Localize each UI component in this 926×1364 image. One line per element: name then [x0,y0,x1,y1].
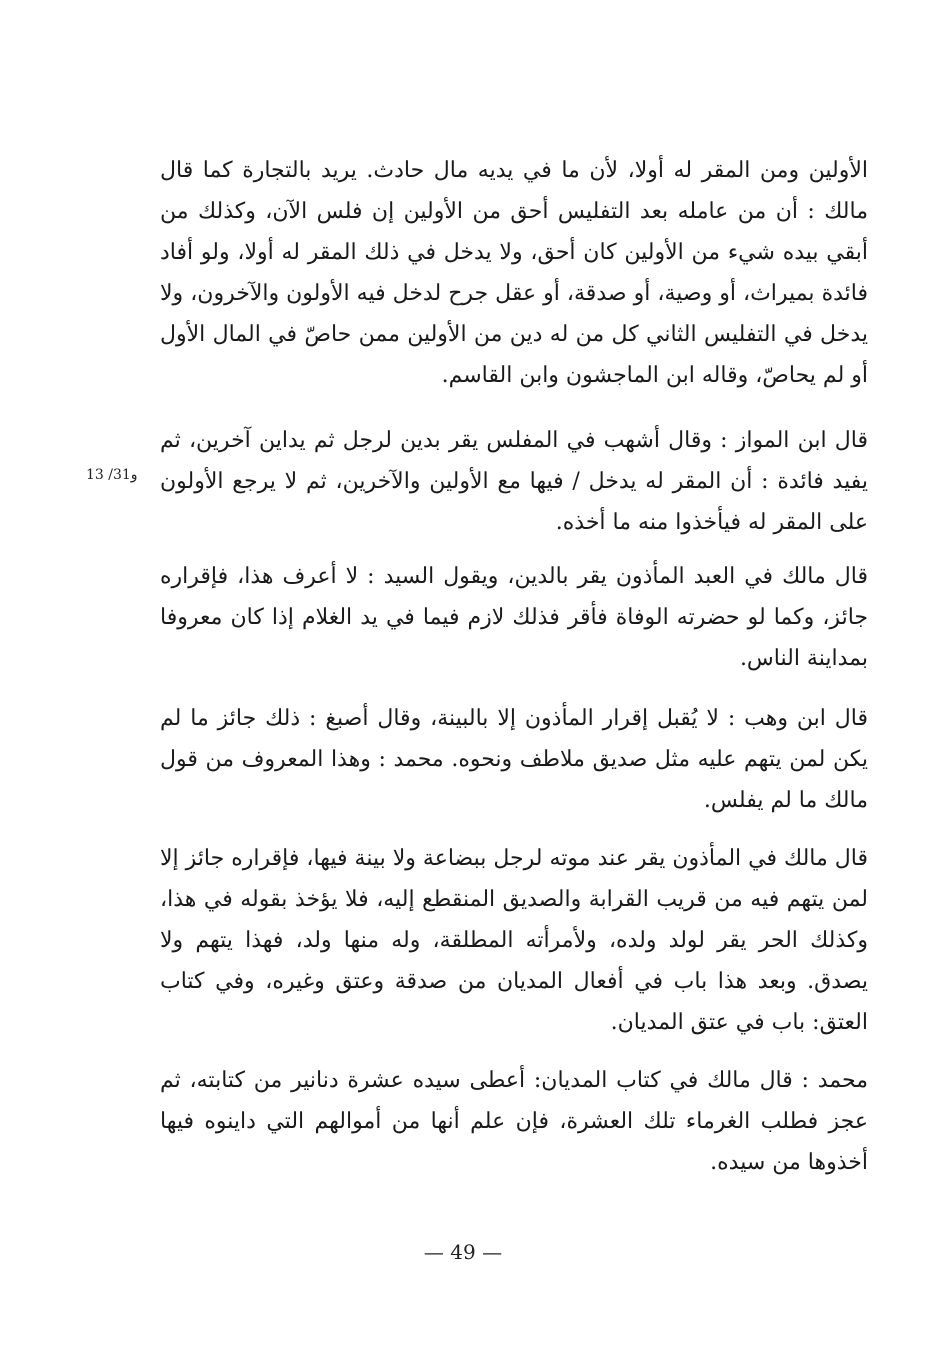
paragraph-2: قال ابن المواز : وقال أشهب في المفلس يقر بدين لرجل ثم يداين آخرين، ثم يفيد فائدة : أن المقر له يدخل / فيها مع الأولين والآخرين، ثم لا يرجع الأولون على المقر له فيأخذوا منه ما أخذه. [160,428,868,535]
paragraph-4-block [160,698,868,821]
paragraph-3: قال مالك في العبد المأذون يقر بالدين، ويقول السيد : لا أعرف هذا، فإقراره جائز، وكما لو حضرته الوفاة فأقر فذلك لازم فيما في يد الغلام إذا كان معروفا بمداينة الناس. [160,564,868,671]
paragraph-6: محمد : قال مالك في كتاب المديان: أعطى سيده عشرة دنانير من كتابته، ثم عجز فطلب الغرماء تلك العشرة، فإن علم أنها من أموالهم التي داينوه فيها أخذوها من سيده. [160,1068,868,1175]
paragraph-3-block [160,556,868,679]
paragraph-2-block [160,420,868,543]
paragraph-5-block [160,838,868,1043]
paragraph-1: الأولين ومن المقر له أولا، لأن ما في يديه مال حادث. يريد بالتجارة كما قال مالك : أن من عامله بعد التفليس أحق من الأولين إن فلس الآن، وكذلك من أبقي بيده شيء من الأولين كان أحق، ولا يدخل في ذلك المقر له أولا، ولو أفاد فائدة بميراث، أو وصية، أو صدقة، أو عقل جرح لدخل فيه الأولون والآخرون، ولا يدخل في التفليس الثاني كل من له دين من الأولين ممن حاصّ في المال الأول أو لم يحاصّ، وقاله ابن الماجشون وابن القاسم. [160,158,868,388]
paragraph-6-block [160,1060,868,1183]
paragraph-4: قال ابن وهب : لا يُقبل إقرار المأذون إلا بالبينة، وقال أصبغ : ذلك جائز ما لم يكن لمن يتهم عليه مثل صديق ملاطف ونحوه. محمد : وهذا المعروف من قول مالك ما لم يفلس. [160,706,868,813]
folio-marginal-note: 13 /31و [86,467,138,483]
paragraph-1-block [160,150,868,396]
paragraph-5: قال مالك في المأذون يقر عند موته لرجل ببضاعة ولا بينة فيها، فإقراره جائز إلا لمن يتهم فيه من قريب القرابة والصديق المنقطع إليه، فلا يؤخذ بقوله في هذا، وكذلك الحر يقر لولد ولده، ولأمرأته المطلقة، وله منها ولد، فهذا يتهم ولا يصدق. وبعد هذا باب في أفعال المديان من صدقة وعتق وغيره، وفي كتاب العتق: باب في عتق المديان. [160,846,868,1035]
page-number: — 49 — [423,1240,503,1264]
